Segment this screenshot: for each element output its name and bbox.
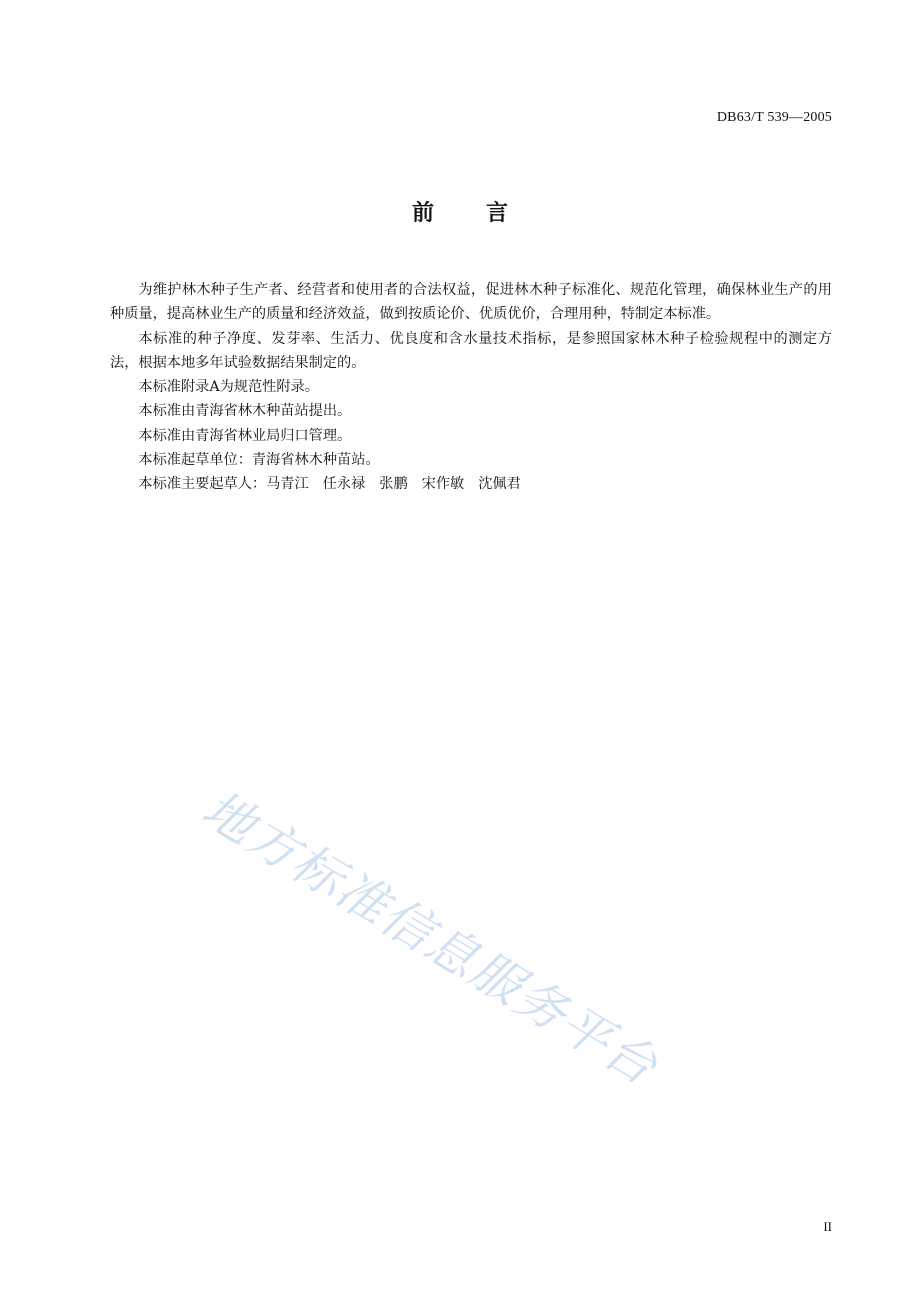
paragraph-administrator: 本标准由青海省林业局归口管理。 — [138, 427, 352, 444]
page-number: II — [823, 1219, 832, 1234]
paragraph-appendix: 本标准附录A为规范性附录。 — [138, 379, 319, 396]
paragraph-purpose: 为维护林木种子生产者、经营者和使用者的合法权益，促进林木种子标准化、规范化管理，确保林业生产的用种质量，提高林业生产的质量和经济效益，做到按质论价、优质优价，合理用种，特制定本标准。 — [110, 282, 832, 323]
drafter-name: 宋作敏 — [421, 476, 465, 493]
paragraph-drafters — [110, 472, 832, 496]
title-char-1: 前 — [411, 201, 434, 226]
title-char-2: 言 — [486, 201, 509, 226]
drafter-name: 沈佩君 — [478, 476, 521, 493]
drafter-name: 任永禄 — [322, 476, 366, 493]
foreword-body — [110, 278, 832, 497]
paragraph-indicators: 本标准的种子净度、发芽率、生活力、优良度和含水量技术指标，是参照国家林木种子检验规程中的测定方法，根据本地多年试验数据结果制定的。 — [110, 330, 832, 371]
paragraph-drafting-unit: 本标准起草单位：青海省林木种苗站。 — [138, 452, 380, 469]
paragraph-proposer: 本标准由青海省林木种苗站提出。 — [138, 403, 352, 420]
standard-code: DB63/T 539—2005 — [716, 110, 832, 125]
page-title — [0, 196, 920, 227]
drafter-name: 张鹏 — [379, 476, 408, 493]
watermark: 地方标准信息服务平台 — [192, 779, 669, 1097]
drafters-label: 本标准主要起草人： — [138, 476, 267, 493]
drafter-name: 马青江 — [266, 476, 309, 493]
